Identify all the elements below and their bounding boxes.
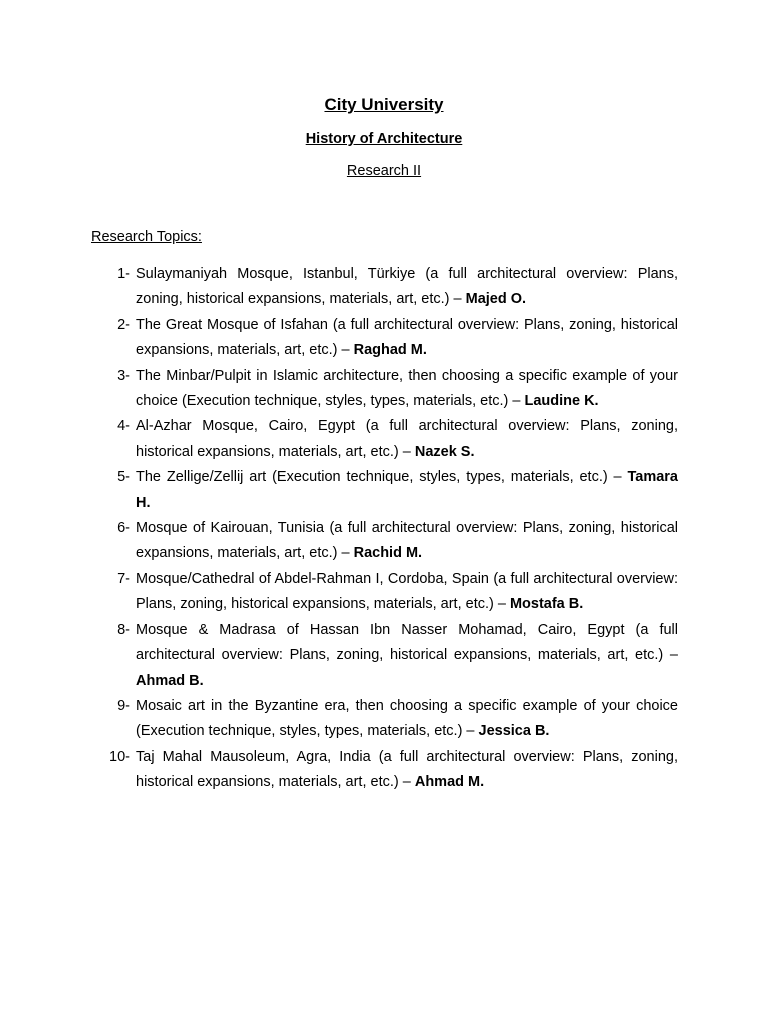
topic-author: Jessica B. (478, 723, 550, 740)
topic-item (100, 262, 678, 313)
topic-number: 4- (117, 418, 130, 435)
topic-author: Majed O. (465, 291, 527, 308)
topic-list (100, 262, 678, 796)
topic-number: 1- (117, 266, 130, 282)
topic-item (100, 745, 678, 796)
topics-heading: Research Topics: (91, 229, 202, 245)
topic-text: Mosque of Kairouan, Tunisia (a full architectural overview: Plans, zoning, historical expansions, materials, art, etc.) – (136, 520, 678, 562)
topic-text: Mosque/Cathedral of Abdel-Rahman I, Cordoba, Spain (a full architectural overview: Plans, zoning, historical expansions, materials, art, etc.) – (136, 570, 678, 613)
topic-author: Rachid M. (353, 545, 423, 562)
topic-item (100, 313, 678, 364)
topic-text: The Zellige/Zellij art (Execution technique, styles, types, materials, etc.) – (136, 469, 628, 486)
topic-author: Raghad M. (353, 342, 427, 359)
topic-number: 6- (117, 520, 130, 537)
topic-number: 3- (117, 367, 130, 384)
topic-item (100, 364, 678, 415)
topic-author: Ahmad M. (414, 774, 485, 791)
topic-text: The Minbar/Pulpit in Islamic architecture, then choosing a specific example of your choice (Execution technique, styles, types, materials, etc.) – (136, 367, 678, 410)
topic-author: Laudine K. (524, 393, 599, 410)
topic-number: 5- (117, 469, 130, 486)
topic-number: 8- (117, 621, 130, 638)
topic-number: 2- (117, 316, 130, 333)
topic-number: 10- (109, 748, 130, 765)
topic-author: Tamara H. (136, 469, 678, 511)
topic-number: 7- (117, 570, 130, 587)
topic-author: Mostafa B. (509, 596, 584, 613)
university-title: City University (324, 95, 444, 114)
topic-item (100, 618, 678, 694)
topic-item (100, 516, 678, 567)
topic-text: Al-Azhar Mosque, Cairo, Egypt (a full architectural overview: Plans, zoning, historical expansions, materials, art, etc.) – (136, 418, 678, 460)
topic-text: Mosque & Madrasa of Hassan Ibn Nasser Mohamad, Cairo, Egypt (a full architectural overview: Plans, zoning, historical expansions, materials, art, etc.) – (136, 621, 678, 664)
assignment-title: Research II (346, 163, 422, 179)
topic-item (100, 567, 678, 618)
topic-item (100, 465, 678, 516)
topic-author: Ahmad B. (136, 672, 204, 689)
course-title: History of Architecture (305, 131, 463, 147)
topic-author: Nazek S. (414, 443, 475, 460)
topic-number: 9- (117, 697, 130, 714)
topic-item (100, 694, 678, 745)
topic-text: The Great Mosque of Isfahan (a full architectural overview: Plans, zoning, historical expansions, materials, art, etc.) – (136, 316, 678, 359)
topic-text: Sulaymaniyah Mosque, Istanbul, Türkiye (a full architectural overview: Plans, zoning, historical expansions, materials, art, etc.) – (136, 266, 678, 308)
topic-text: Mosaic art in the Byzantine era, then choosing a specific example of your choice (Execution technique, styles, types, materials, etc.) – (136, 697, 678, 740)
topic-item (100, 414, 678, 465)
topic-text: Taj Mahal Mausoleum, Agra, India (a full architectural overview: Plans, zoning, historical expansions, materials, art, etc.) – (136, 748, 678, 791)
